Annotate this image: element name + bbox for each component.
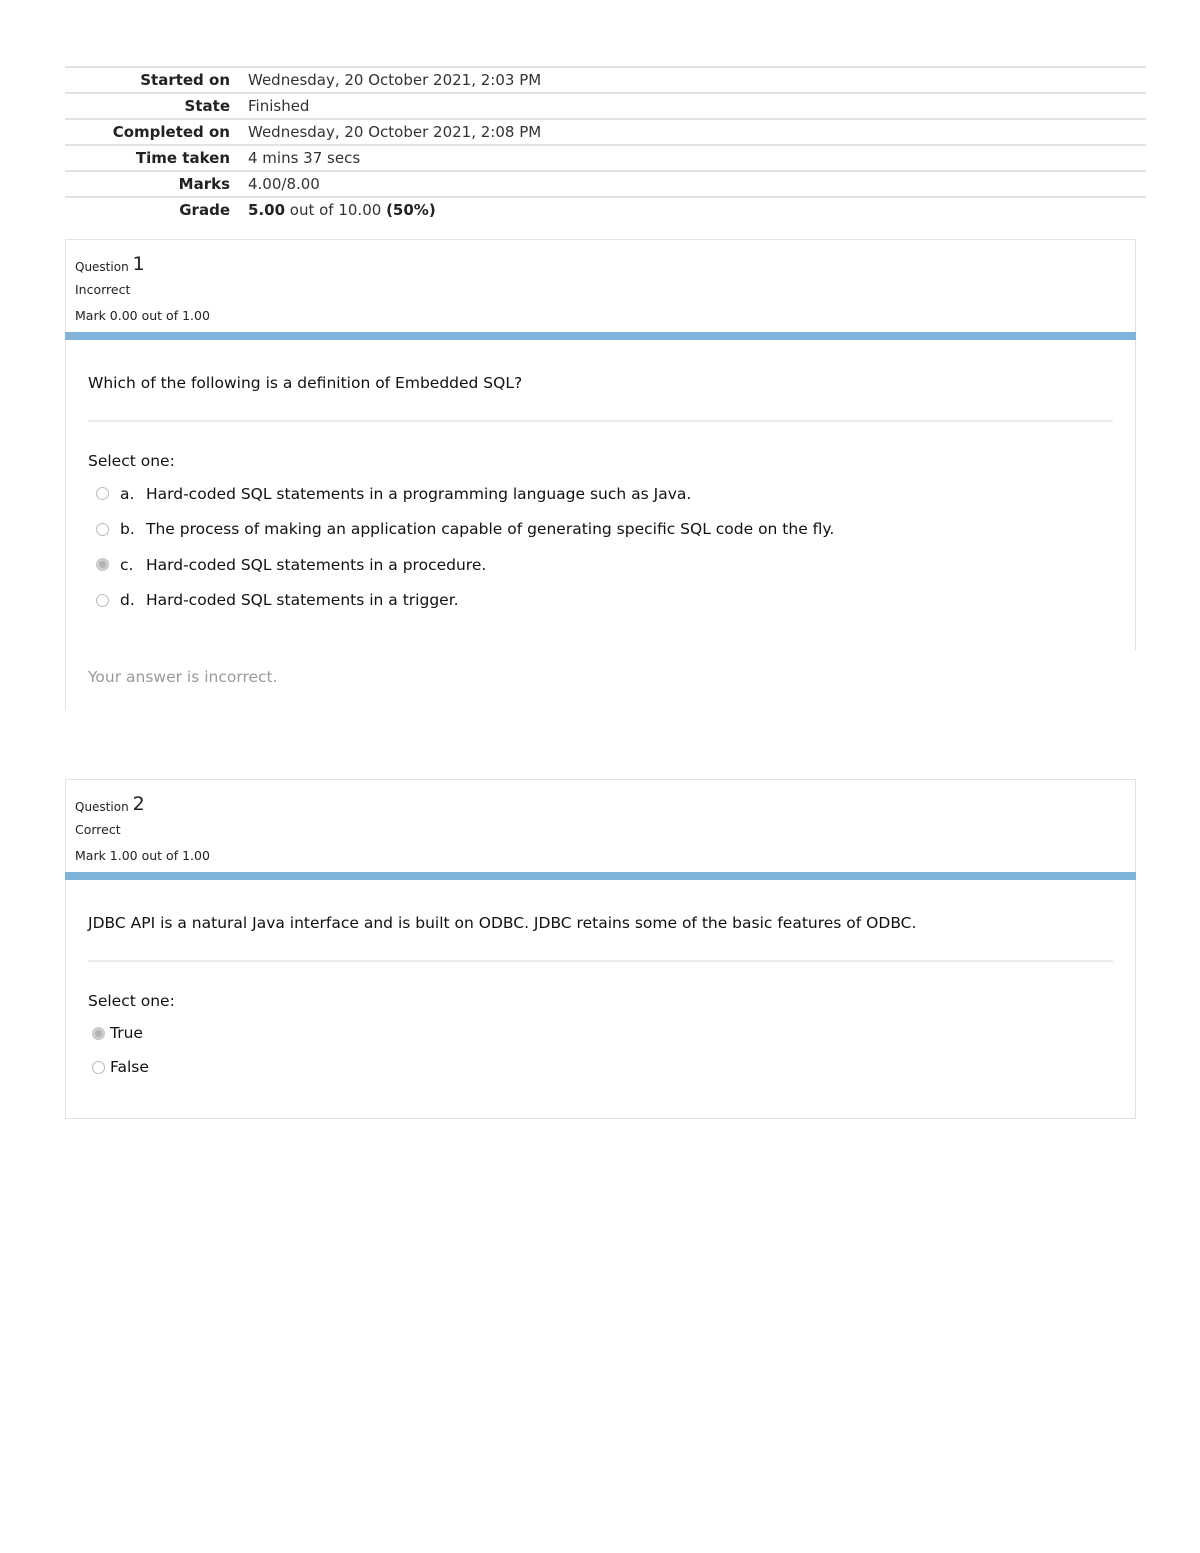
question-1 xyxy=(65,239,1136,651)
question-number-value: 1 xyxy=(132,253,145,275)
answer-option-a[interactable] xyxy=(88,476,1113,512)
summary-row-time-taken xyxy=(65,146,1146,172)
question-state: Incorrect xyxy=(75,282,131,297)
summary-value: Wednesday, 20 October 2021, 2:03 PM xyxy=(248,71,542,89)
question-mark: Mark 0.00 out of 1.00 xyxy=(75,308,210,323)
radio-button[interactable] xyxy=(96,487,109,500)
option-text: True xyxy=(110,1024,143,1042)
question-text: JDBC API is a natural Java interface and is built on ODBC. JDBC retains some of the basic features of ODBC. xyxy=(88,880,1113,962)
option-letter: b. xyxy=(120,520,135,539)
question-2 xyxy=(65,779,1136,1119)
select-one-prompt: Select one: xyxy=(88,992,175,1010)
quiz-summary-table xyxy=(65,66,1146,222)
summary-row-completed-on xyxy=(65,120,1146,146)
option-text: False xyxy=(110,1058,149,1076)
summary-row-marks xyxy=(65,172,1146,198)
grade-percent: (50%) xyxy=(386,201,436,219)
summary-value: Wednesday, 20 October 2021, 2:08 PM xyxy=(248,123,542,141)
question-info xyxy=(65,239,1136,332)
summary-value: 4.00/8.00 xyxy=(248,175,320,193)
summary-value: Finished xyxy=(248,97,310,115)
summary-row-state xyxy=(65,94,1146,120)
question-content xyxy=(65,340,1136,651)
radio-button[interactable] xyxy=(92,1061,105,1074)
question-number xyxy=(75,250,1126,274)
radio-button[interactable] xyxy=(96,594,109,607)
question-content xyxy=(65,880,1136,1119)
answer-option-b[interactable] xyxy=(88,512,1113,548)
summary-label: Grade xyxy=(179,201,230,219)
summary-row-started-on xyxy=(65,68,1146,94)
summary-value: 4 mins 37 secs xyxy=(248,149,361,167)
summary-label: Time taken xyxy=(135,149,230,167)
option-letter: a. xyxy=(120,484,135,503)
answer-options xyxy=(88,476,1113,618)
select-one-prompt: Select one: xyxy=(88,452,175,470)
grade-score: 5.00 xyxy=(248,201,286,219)
radio-button[interactable] xyxy=(96,523,109,536)
option-text: Hard-coded SQL statements in a trigger. xyxy=(146,591,459,610)
answer-option-false[interactable] xyxy=(88,1050,1113,1084)
question-mark: Mark 1.00 out of 1.00 xyxy=(75,848,210,863)
option-text: Hard-coded SQL statements in a programming language such as Java. xyxy=(146,484,692,503)
feedback-text: Your answer is incorrect. xyxy=(88,668,278,686)
summary-label: Completed on xyxy=(112,123,230,141)
radio-button-selected[interactable] xyxy=(92,1027,105,1040)
question-state: Correct xyxy=(75,822,121,837)
question-label: Question xyxy=(75,800,129,814)
summary-label: Marks xyxy=(178,175,230,193)
answer-option-c[interactable] xyxy=(88,547,1113,583)
option-text: The process of making an application capable of generating specific SQL code on the fly. xyxy=(146,520,835,539)
answer-options xyxy=(88,1016,1113,1084)
summary-row-grade xyxy=(65,198,1146,222)
summary-label: State xyxy=(184,97,230,115)
question-info xyxy=(65,779,1136,872)
grade-out-of: out of 10.00 xyxy=(285,201,387,219)
question-number xyxy=(75,790,1126,814)
radio-button-selected[interactable] xyxy=(96,558,109,571)
question-accent-bar xyxy=(65,872,1136,880)
answer-option-d[interactable] xyxy=(88,583,1113,619)
summary-label: Started on xyxy=(140,71,230,89)
answer-option-true[interactable] xyxy=(88,1016,1113,1050)
question-accent-bar xyxy=(65,332,1136,340)
question-label: Question xyxy=(75,260,129,274)
option-letter: c. xyxy=(120,555,134,574)
question-number-value: 2 xyxy=(132,793,145,815)
question-text: Which of the following is a definition of Embedded SQL? xyxy=(88,340,1113,422)
option-text: Hard-coded SQL statements in a procedure. xyxy=(146,555,487,574)
summary-value-grade xyxy=(248,201,436,219)
option-letter: d. xyxy=(120,591,135,610)
question-1-feedback xyxy=(65,650,1137,710)
